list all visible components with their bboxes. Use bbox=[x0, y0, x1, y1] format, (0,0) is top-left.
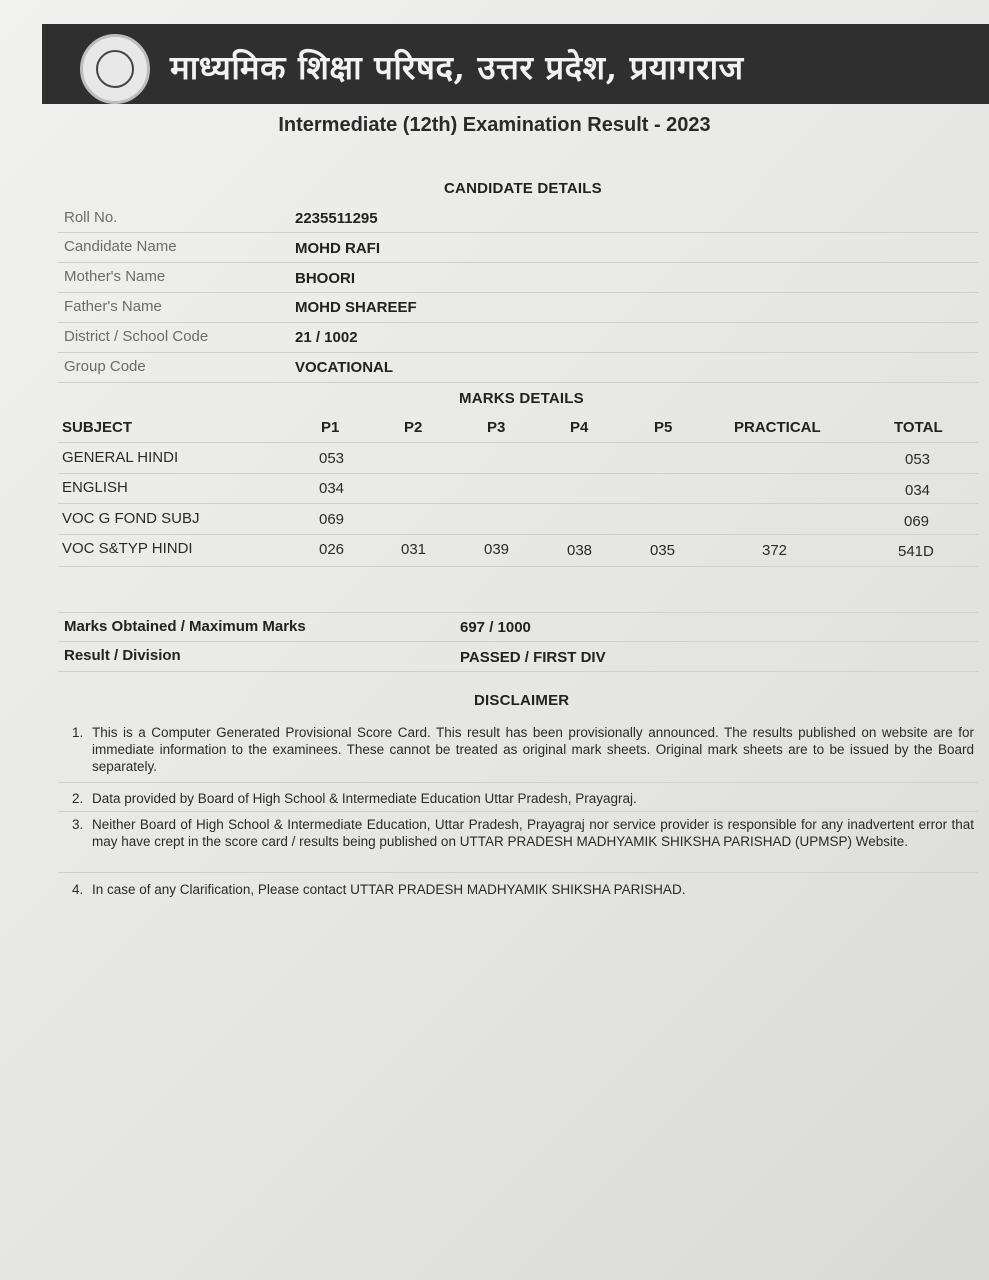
father-name-value: MOHD SHAREEF bbox=[295, 299, 417, 316]
row-divider bbox=[58, 872, 978, 873]
table-cell-subject: ENGLISH bbox=[62, 479, 128, 496]
table-cell-p5: 035 bbox=[650, 542, 676, 559]
table-cell-subject: GENERAL HINDI bbox=[62, 449, 179, 466]
row-divider bbox=[58, 566, 978, 567]
marks-obtained-label: Marks Obtained / Maximum Marks bbox=[64, 618, 306, 635]
col-subject-header: SUBJECT bbox=[62, 419, 133, 436]
disclaimer-item bbox=[72, 816, 974, 850]
marks-obtained-value: 697 / 1000 bbox=[460, 619, 531, 636]
table-cell-p1: 053 bbox=[319, 450, 345, 467]
marks-details-heading: MARKS DETAILS bbox=[459, 390, 584, 407]
col-practical-header: PRACTICAL bbox=[734, 419, 821, 436]
table-cell-practical: 372 bbox=[762, 542, 788, 559]
board-title: माध्यमिक शिक्षा परिषद, उत्तर प्रदेश, प्रयागराज bbox=[170, 48, 744, 87]
group-code-label: Group Code bbox=[64, 358, 146, 375]
table-cell-total: 053 bbox=[905, 451, 931, 468]
disclaimer-item-number: 4. bbox=[72, 882, 84, 897]
row-divider bbox=[58, 322, 978, 323]
row-divider bbox=[58, 442, 978, 443]
table-cell-p1: 069 bbox=[319, 511, 345, 528]
row-divider bbox=[58, 782, 978, 783]
row-divider bbox=[58, 671, 978, 672]
disclaimer-heading: DISCLAIMER bbox=[474, 692, 570, 709]
table-cell-subject: VOC S&TYP HINDI bbox=[62, 540, 193, 557]
row-divider bbox=[58, 352, 978, 353]
row-divider bbox=[58, 292, 978, 293]
row-divider bbox=[58, 232, 978, 233]
candidate-details-heading: CANDIDATE DETAILS bbox=[444, 180, 602, 197]
candidate-name-value: MOHD RAFI bbox=[295, 240, 380, 257]
table-cell-p1: 026 bbox=[319, 541, 345, 558]
table-cell-total: 069 bbox=[904, 513, 930, 530]
roll-no-value: 2235511295 bbox=[295, 210, 378, 227]
disclaimer-item bbox=[72, 790, 974, 807]
disclaimer-item-text: This is a Computer Generated Provisional Score Card. This result has been provisionally announced. The results published on website are for immediate information to the examinees. These cannot be treated as original mark sheets. Original mark sheets are to be issued by the Board separately. bbox=[92, 725, 974, 774]
table-cell-total: 541D bbox=[898, 543, 934, 560]
row-divider bbox=[58, 641, 978, 642]
table-cell-p4: 038 bbox=[567, 542, 593, 559]
disclaimer-item-number: 3. bbox=[72, 817, 84, 832]
table-cell-p2: 031 bbox=[401, 541, 427, 558]
district-school-code-label: District / School Code bbox=[64, 328, 209, 345]
row-divider bbox=[58, 382, 978, 383]
table-cell-subject: VOC G FOND SUBJ bbox=[62, 510, 200, 527]
row-divider bbox=[58, 534, 978, 535]
disclaimer-item-number: 1. bbox=[72, 725, 84, 740]
candidate-name-label: Candidate Name bbox=[64, 238, 177, 255]
row-divider bbox=[58, 262, 978, 263]
father-name-label: Father's Name bbox=[64, 298, 162, 315]
disclaimer-item bbox=[72, 724, 974, 775]
col-total-header: TOTAL bbox=[894, 419, 943, 436]
col-p3-header: P3 bbox=[487, 419, 506, 436]
district-school-code-value: 21 / 1002 bbox=[295, 329, 358, 346]
board-emblem-icon bbox=[80, 34, 150, 104]
table-cell-p1: 034 bbox=[319, 480, 345, 497]
col-p5-header: P5 bbox=[654, 419, 673, 436]
disclaimer-item-number: 2. bbox=[72, 791, 84, 806]
col-p4-header: P4 bbox=[570, 419, 589, 436]
disclaimer-item-text: Data provided by Board of High School & Intermediate Education Uttar Pradesh, Prayagraj. bbox=[92, 791, 637, 806]
result-division-label: Result / Division bbox=[64, 647, 181, 664]
table-cell-total: 034 bbox=[905, 482, 931, 499]
disclaimer-item-text: In case of any Clarification, Please contact UTTAR PRADESH MADHYAMIK SHIKSHA PARISHAD. bbox=[92, 882, 686, 897]
row-divider bbox=[58, 503, 978, 504]
group-code-value: VOCATIONAL bbox=[295, 359, 394, 376]
emblem-inner-ring bbox=[96, 50, 134, 88]
col-p1-header: P1 bbox=[321, 419, 340, 436]
row-divider bbox=[58, 811, 978, 812]
row-divider bbox=[58, 612, 978, 613]
disclaimer-item bbox=[72, 881, 974, 898]
mother-name-value: BHOORI bbox=[295, 270, 355, 287]
result-division-value: PASSED / FIRST DIV bbox=[460, 649, 606, 666]
exam-title: Intermediate (12th) Examination Result - 2023 bbox=[278, 114, 711, 136]
table-cell-p3: 039 bbox=[484, 541, 510, 558]
roll-no-label: Roll No. bbox=[64, 209, 118, 226]
row-divider bbox=[58, 473, 978, 474]
disclaimer-item-text: Neither Board of High School & Intermediate Education, Uttar Pradesh, Prayagraj nor service provider is responsible for any inadvertent error that may have crept in the score card / results being published on UTTAR PRADESH MADHYAMIK SHIKSHA PARISHAD (UPMSP) Website. bbox=[92, 817, 974, 849]
col-p2-header: P2 bbox=[404, 419, 423, 436]
mother-name-label: Mother's Name bbox=[64, 268, 166, 285]
